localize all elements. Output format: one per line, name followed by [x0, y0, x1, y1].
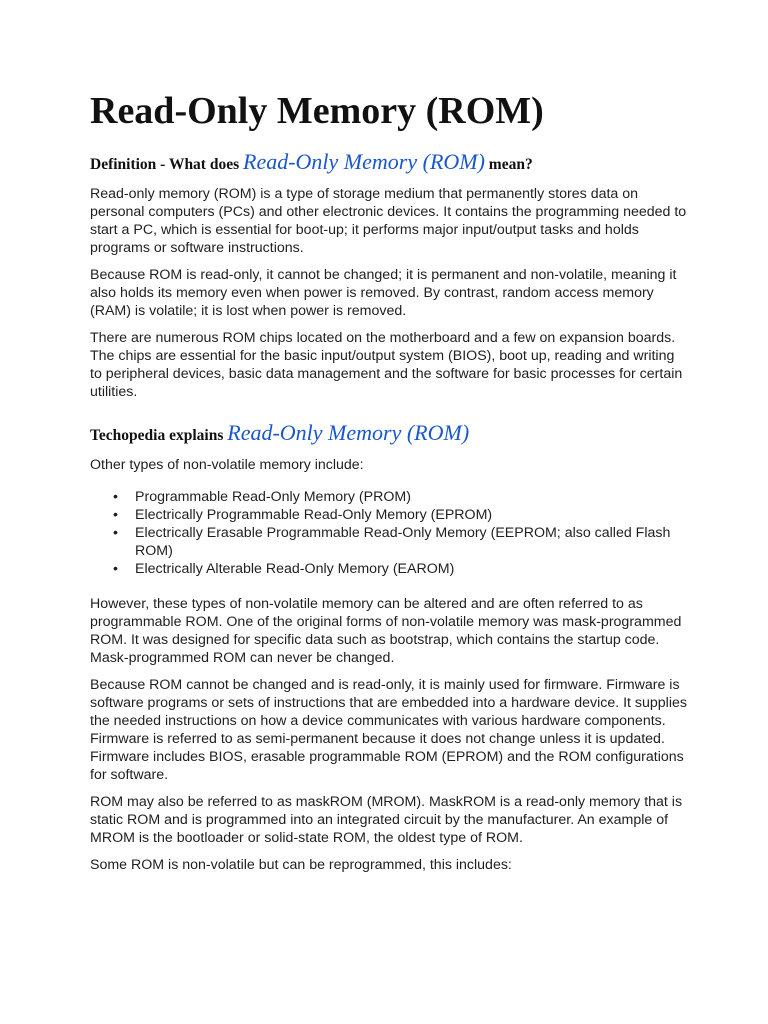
paragraph: Because ROM is read-only, it cannot be changed; it is permanent and non-volatile, meaning it also holds its memory even when power is removed. By contrast, random access memory (RAM) is volatile; it is lost when power is removed.	[90, 267, 677, 319]
definition-suffix: mean?	[484, 156, 533, 173]
paragraph: Because ROM cannot be changed and is read-only, it is mainly used for firmware. Firmware is software programs or sets of instructions that are embedded into a hardware device. It supplies the needed instructions on how a device communicates with various hardware components. Firmware is referred to as semi-permanent because it does not change unless it is updated. Firmware includes BIOS, erasable programmable ROM (EPROM) and the ROM configurations for software.	[90, 677, 687, 783]
explains-heading	[90, 419, 690, 450]
explains-prefix: Techopedia explains	[90, 427, 228, 444]
list-item: • Electrically Erasable Programmable Read-Only Memory (EEPROM; also called Flash ROM)	[135, 524, 690, 560]
list-item: • Electrically Programmable Read-Only Memory (EPROM)	[135, 506, 690, 524]
paragraph: ROM may also be referred to as maskROM (MROM). MaskROM is a read-only memory that is static ROM and is programmed into an integrated circuit by the manufacturer. An example of MROM is the bootloader or solid-state ROM, the oldest type of ROM.	[90, 794, 683, 846]
page-title: Read-Only Memory (ROM)	[90, 90, 544, 132]
list-item: • Programmable Read-Only Memory (PROM)	[135, 488, 690, 506]
explains-link[interactable]: Read-Only Memory (ROM)	[227, 420, 470, 445]
definition-link[interactable]: Read-Only Memory (ROM)	[243, 149, 485, 174]
list-intro: Other types of non-volatile memory include:	[90, 457, 364, 473]
paragraph: Some ROM is non-volatile but can be reprogrammed, this includes:	[90, 857, 512, 873]
paragraph: However, these types of non-volatile memory can be altered and are often referred to as programmable ROM. One of the original forms of non-volatile memory was mask-programmed ROM. It was designed for specific data such as bootstrap, which contains the startup code. Mask-programmed ROM can never be changed.	[90, 596, 682, 666]
definition-prefix: Definition - What does	[90, 156, 244, 173]
definition-heading	[90, 148, 690, 179]
document-page	[90, 88, 690, 883]
paragraph: Read-only memory (ROM) is a type of storage medium that permanently stores data on personal computers (PCs) and other electronic devices. It contains the programming needed to start a PC, which is essential for boot-up; it performs major input/output tasks and holds programs or software instructions.	[90, 186, 687, 256]
paragraph: There are numerous ROM chips located on the motherboard and a few on expansion boards. The chips are essential for the basic input/output system (BIOS), boot up, reading and writing to peripheral devices, basic data management and the software for basic processes for certain utilities.	[90, 330, 683, 400]
list-item: • Electrically Alterable Read-Only Memory (EAROM)	[135, 560, 690, 578]
memory-types-list	[90, 488, 690, 578]
